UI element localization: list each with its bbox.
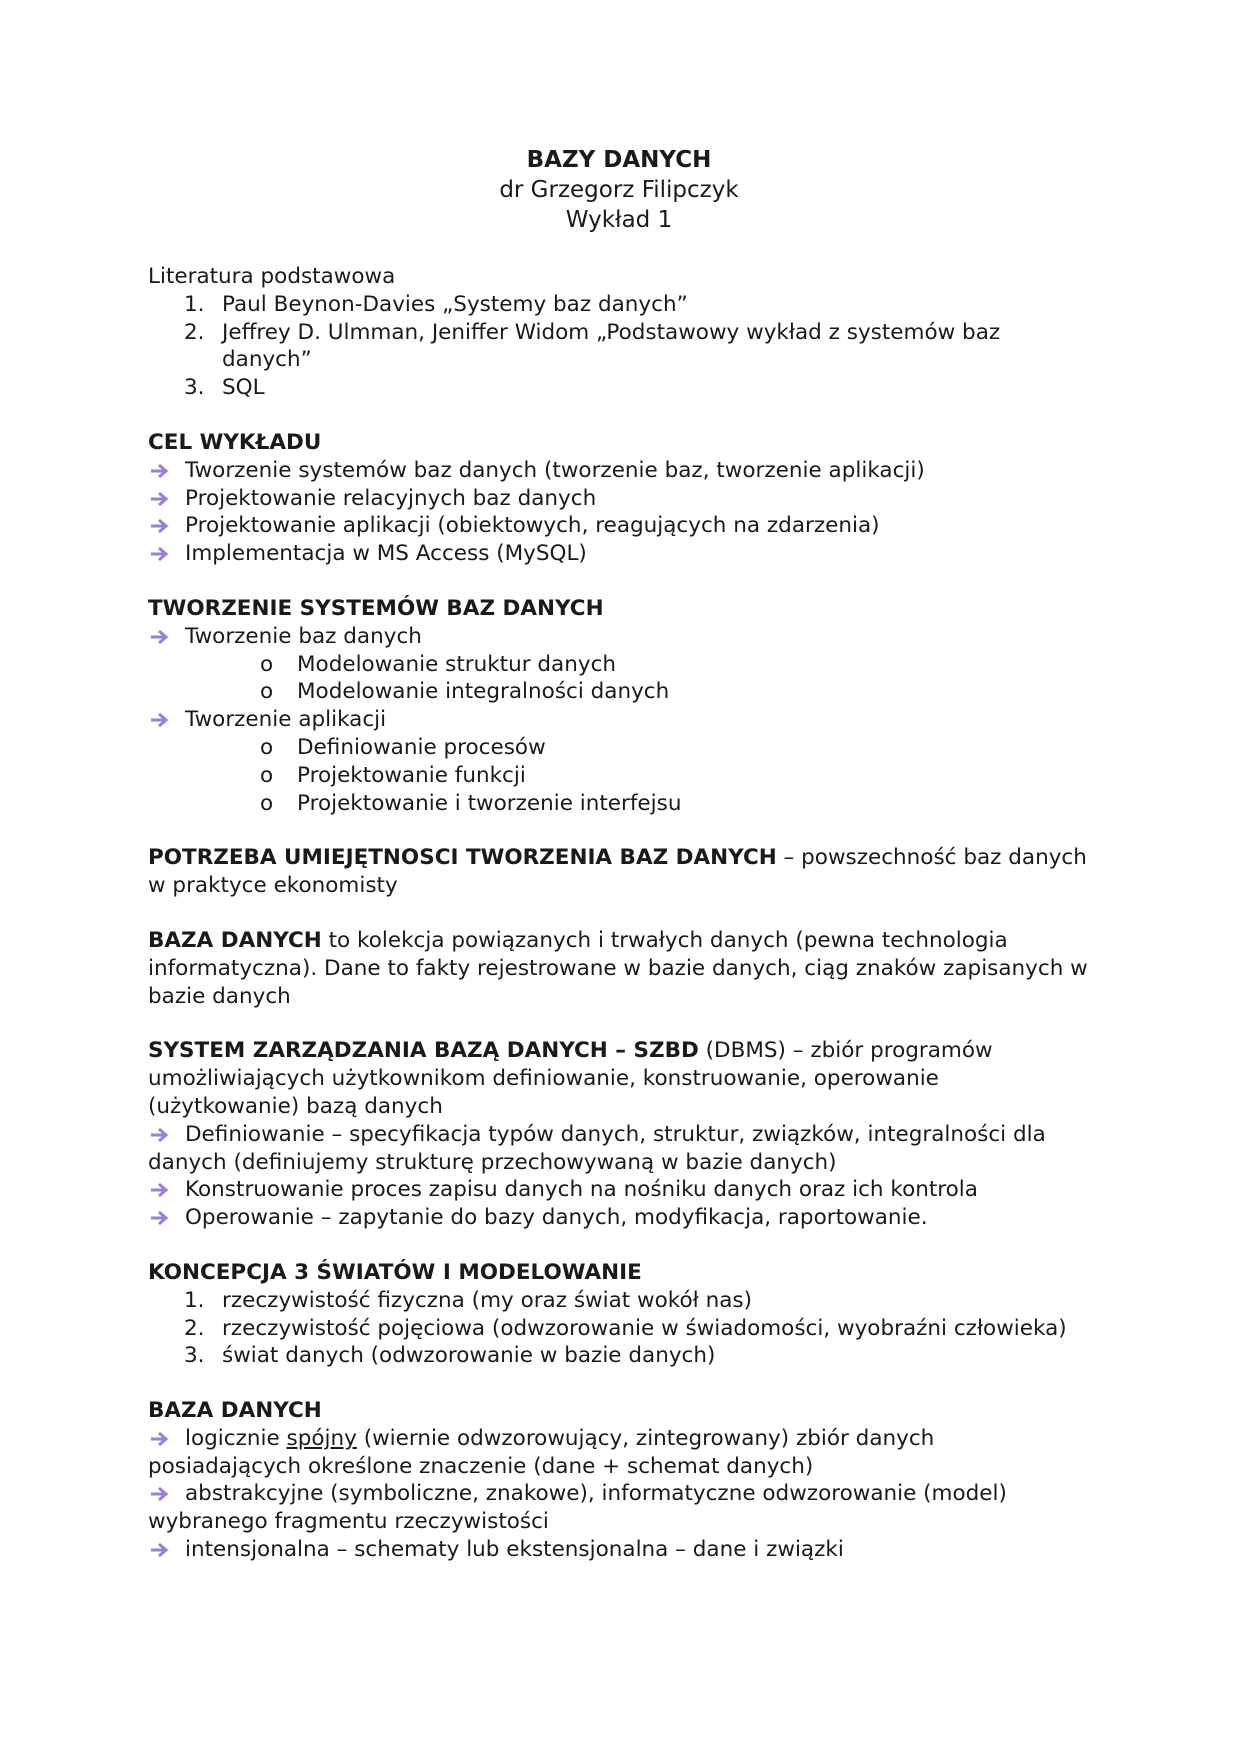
arrow-right-icon (150, 1431, 170, 1447)
circle-bullet-icon: o (260, 651, 274, 677)
arrow-right-icon (150, 546, 170, 562)
literature-item: 1. Paul Beynon-Davies „Systemy baz danych” (184, 291, 688, 317)
arrow-right-icon (150, 1127, 170, 1143)
circle-bullet-icon: o (260, 679, 274, 705)
baza2-item: abstrakcyjne (symboliczne, znakowe), informatyczne odwzorowanie (model) wybranego fragmentu rzeczywistości (148, 1481, 1007, 1535)
arrow-right-icon (150, 1182, 170, 1198)
cel-item: Implementacja w MS Access (MySQL) (148, 540, 1088, 568)
arrow-right-icon (150, 1210, 170, 1226)
literature-list (148, 291, 1088, 402)
baza2-item: intensjonalna – schematy lub ekstensjonalna – dane i związki (148, 1536, 1088, 1564)
sub-item: o Definiowanie procesów (260, 734, 546, 760)
document-content (148, 146, 1088, 1564)
section-heading-koncepcja: KONCEPCJA 3 ŚWIATÓW I MODELOWANIE (148, 1259, 642, 1285)
koncepcja-item: 2. rzeczywistość pojęciowa (odwzorowanie w świadomości, wyobraźni człowieka) (184, 1315, 1067, 1341)
sub-item: o Modelowanie integralności danych (260, 679, 670, 705)
circle-bullet-icon: o (260, 734, 274, 760)
koncepcja-item: 3. świat danych (odwzorowanie w bazie danych) (184, 1343, 716, 1369)
literature-item: 2. Jeffrey D. Ulmman, Jeniffer Widom „Podstawowy wykład z systemów baz danych” (184, 319, 1001, 373)
title-block (148, 146, 1090, 235)
arrow-right-icon (150, 491, 170, 507)
document-title: BAZY DANYCH (526, 147, 712, 173)
arrow-right-icon (150, 712, 170, 728)
literature-item: 3. SQL (184, 375, 265, 401)
szbd-item: Operowanie – zapytanie do bazy danych, modyfikacja, raportowanie. (148, 1204, 1088, 1232)
tworzenie-group: Tworzenie baz danych (148, 623, 1088, 651)
section-heading-szbd: SYSTEM ZARZĄDZANIA BAZĄ DANYCH – SZBD (148, 1038, 699, 1064)
section-heading-baza: BAZA DANYCH (148, 927, 322, 953)
lecture-number: Wykład 1 (565, 207, 673, 233)
szbd-item: Konstruowanie proces zapisu danych na nośniku danych oraz ich kontrola (148, 1176, 1088, 1204)
koncepcja-list (148, 1287, 1088, 1370)
section-heading-tworzenie: TWORZENIE SYSTEMÓW BAZ DANYCH (148, 595, 604, 621)
sub-item: o Projektowanie i tworzenie interfejsu (260, 790, 682, 816)
section-heading-baza2: BAZA DANYCH (148, 1398, 322, 1424)
sub-item: o Modelowanie struktur danych (260, 651, 617, 677)
section-heading-cel: CEL WYKŁADU (148, 429, 322, 455)
baza2-item: logicznie spójny (wiernie odwzorowujący, zintegrowany) zbiór danych posiadających określone znaczenie (dane + schemat danych) (148, 1425, 935, 1479)
cel-item: Projektowanie relacyjnych baz danych (148, 485, 1088, 513)
sub-item: o Projektowanie funkcji (260, 762, 526, 788)
potrzeba-paragraph: POTRZEBA UMIEJĘTNOSCI TWORZENIA BAZ DANYCH – powszechność baz danych w praktyce ekonomisty (148, 845, 1087, 899)
tworzenie-group: Tworzenie aplikacji (148, 706, 1088, 734)
circle-bullet-icon: o (260, 762, 274, 788)
underlined-word: spójny (286, 1425, 357, 1451)
szbd-paragraph: SYSTEM ZARZĄDZANIA BAZĄ DANYCH – SZBD (DBMS) – zbiór programów umożliwiających użytkownikom definiowanie, konstruowanie, operowanie (użytkowanie) bazą danych (148, 1038, 993, 1119)
arrow-right-icon (150, 1542, 170, 1558)
literature-label: Literatura podstawowa (148, 264, 396, 289)
koncepcja-item: 1. rzeczywistość fizyczna (my oraz świat wokół nas) (184, 1287, 752, 1313)
arrow-right-icon (150, 629, 170, 645)
circle-bullet-icon: o (260, 790, 274, 816)
cel-item: Projektowanie aplikacji (obiektowych, reagujących na zdarzenia) (148, 512, 1088, 540)
arrow-right-icon (150, 1486, 170, 1502)
author-name: dr Grzegorz Filipczyk (499, 177, 739, 203)
cel-item: Tworzenie systemów baz danych (tworzenie baz, tworzenie aplikacji) (148, 457, 1088, 485)
baza-definition-paragraph: BAZA DANYCH to kolekcja powiązanych i trwałych danych (pewna technologia informatyczna). Dane to fakty rejestrowane w bazie danych, ciąg znaków zapisanych w bazie danych (148, 927, 1088, 1009)
szbd-item: Definiowanie – specyfikacja typów danych, struktur, związków, integralności dla danych (definiujemy strukturę przechowywaną w bazie danych) (148, 1121, 1046, 1175)
arrow-right-icon (150, 518, 170, 534)
arrow-right-icon (150, 463, 170, 479)
section-heading-potrzeba: POTRZEBA UMIEJĘTNOSCI TWORZENIA BAZ DANYCH (148, 845, 777, 871)
